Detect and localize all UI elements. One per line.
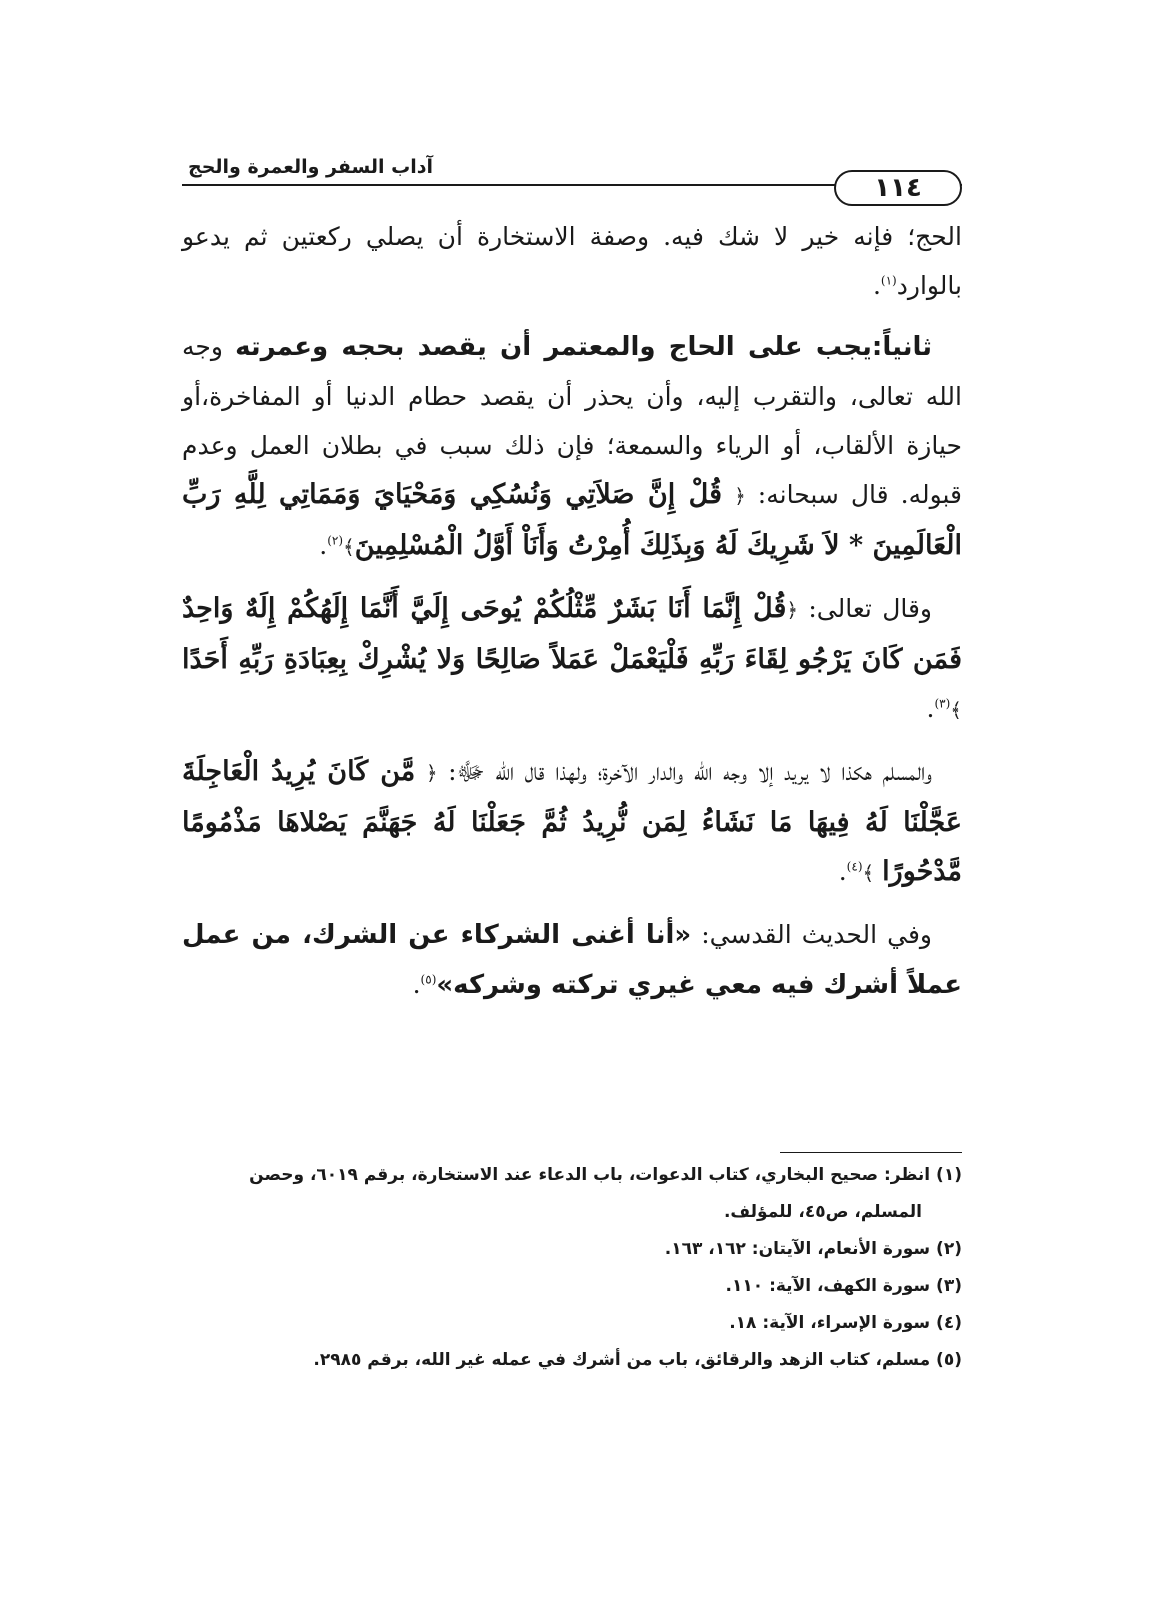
quran-close-bracket: ﴾ bbox=[343, 535, 355, 559]
paragraph-3-text: وقال تعالى: bbox=[798, 594, 933, 623]
paragraph-2 bbox=[182, 322, 962, 572]
paragraph-2-end: . bbox=[319, 531, 328, 560]
hadith-qudsi: «أنا أغنى الشركاء عن الشرك، من عمل عملاً أشرك فيه معي غيري تركته وشركه» bbox=[182, 920, 962, 1000]
footnote-number: (٥) bbox=[936, 1350, 962, 1370]
footnote-2 bbox=[182, 1234, 962, 1265]
footnote-number: (٣) bbox=[936, 1276, 962, 1296]
main-text bbox=[182, 212, 962, 1010]
paragraph-2-text: وجه الله تعالى، والتقرب إليه، وأن يحذر أن يقصد حطام الدنيا أو المفاخرة،أو حيازة الألقاب، أو الرياء والسمعة؛ فإن ذلك سبب في بطلان العمل وعدم قبوله. قال سبحانه: bbox=[182, 332, 962, 509]
paragraph-4-end: . bbox=[838, 857, 847, 886]
footnotes bbox=[182, 1160, 962, 1382]
footnote-ref-2: (٢) bbox=[327, 533, 344, 548]
paragraph-1-text: الحج؛ فإنه خير لا شك فيه. وصفة الاستخارة أن يصلي ركعتين ثم يدعو بالوارد bbox=[182, 222, 962, 300]
page-header bbox=[182, 150, 962, 206]
quran-open-bracket: ﴿ bbox=[734, 484, 746, 508]
footnote-ref-5: (٥) bbox=[420, 972, 437, 987]
quran-close-bracket: ﴾ bbox=[950, 698, 962, 722]
footnote-text: انظر: صحيح البخاري، كتاب الدعوات، باب الدعاء عند الاستخارة، برقم ٦٠١٩، وحصن bbox=[249, 1165, 931, 1185]
paragraph-2-lead: ثانياً:يجب على الحاج والمعتمر أن يقصد بحجه وعمرته bbox=[235, 332, 932, 362]
footnote-text: سورة الكهف، الآية: ١١٠. bbox=[725, 1276, 931, 1296]
footnote-number: (٢) bbox=[936, 1239, 962, 1259]
paragraph-4-text: والمسلم هكذا لا يريد إلا وجه الله والدار الآخرة؛ ولهذا قال الله ﷻ: bbox=[448, 757, 932, 786]
quran-verse-3: مَّن كَانَ يُرِيدُ الْعَاجِلَةَ عَجَّلْنَا لَهُ فِيهَا مَا نَشَاءُ لِمَن نُّرِيدُ ثُمَّ جَعَلْنَا لَهُ جَهَنَّمَ يَصْلاهَا مَذْمُومًا مَّدْحُورًا bbox=[182, 756, 962, 887]
paragraph-5 bbox=[182, 910, 962, 1010]
footnote-separator bbox=[780, 1152, 962, 1153]
footnote-1-continuation: المسلم، ص٤٥، للمؤلف. bbox=[723, 1202, 922, 1222]
quran-open-bracket: ﴿ bbox=[786, 598, 799, 622]
quran-verse-1: قُلْ إِنَّ صَلاَتِي وَنُسُكِي وَمَحْيَايَ وَمَمَاتِي لِلَّهِ رَبِّ الْعَالَمِينَ * لاَ شَرِيكَ لَهُ وَبِذَلِكَ أُمِرْتُ وَأَنَاْ أَوَّلُ الْمُسْلِمِينَ bbox=[182, 479, 962, 561]
footnote-1 bbox=[182, 1160, 962, 1191]
footnote-3 bbox=[182, 1271, 962, 1302]
footnote-text: مسلم، كتاب الزهد والرقائق، باب من أشرك في عمله غير الله، برقم ٢٩٨٥. bbox=[313, 1350, 931, 1370]
running-title: آداب السفر والعمرة والحج bbox=[184, 156, 437, 178]
quran-open-bracket: ﴿ bbox=[425, 761, 438, 785]
footnote-text: سورة الإسراء، الآية: ١٨. bbox=[729, 1313, 931, 1333]
quran-close-bracket: ﴾ bbox=[862, 861, 875, 885]
paragraph-3 bbox=[182, 584, 962, 735]
footnote-5 bbox=[182, 1345, 962, 1376]
footnote-4 bbox=[182, 1308, 962, 1339]
paragraph-3-end: . bbox=[926, 694, 935, 723]
footnote-number: (١) bbox=[936, 1165, 962, 1185]
paragraph-1 bbox=[182, 212, 962, 310]
paragraph-5-text: وفي الحديث القدسي: bbox=[691, 920, 932, 949]
paragraph-1-end: . bbox=[872, 271, 881, 300]
paragraph-4 bbox=[182, 747, 962, 898]
footnote-ref-4: (٤) bbox=[846, 859, 863, 874]
footnote-ref-3: (٣) bbox=[934, 696, 951, 711]
footnote-number: (٤) bbox=[936, 1313, 962, 1333]
footnote-text: سورة الأنعام، الآيتان: ١٦٢، ١٦٣. bbox=[664, 1239, 931, 1259]
page-number: ١١٤ bbox=[834, 170, 962, 206]
paragraph-5-end: . bbox=[412, 970, 421, 999]
footnote-ref-1: (١) bbox=[880, 273, 897, 288]
quran-verse-2: قُلْ إِنَّمَا أَنَا بَشَرٌ مِّثْلُكُمْ يُوحَى إِلَيَّ أَنَّمَا إِلَهُكُمْ إِلَهٌ وَاحِدٌ فَمَن كَانَ يَرْجُو لِقَاءَ رَبِّهِ فَلْيَعْمَلْ عَمَلاً صَالِحًا وَلا يُشْرِكْ بِعِبَادَةِ رَبِّهِ أَحَدًا bbox=[182, 593, 962, 675]
